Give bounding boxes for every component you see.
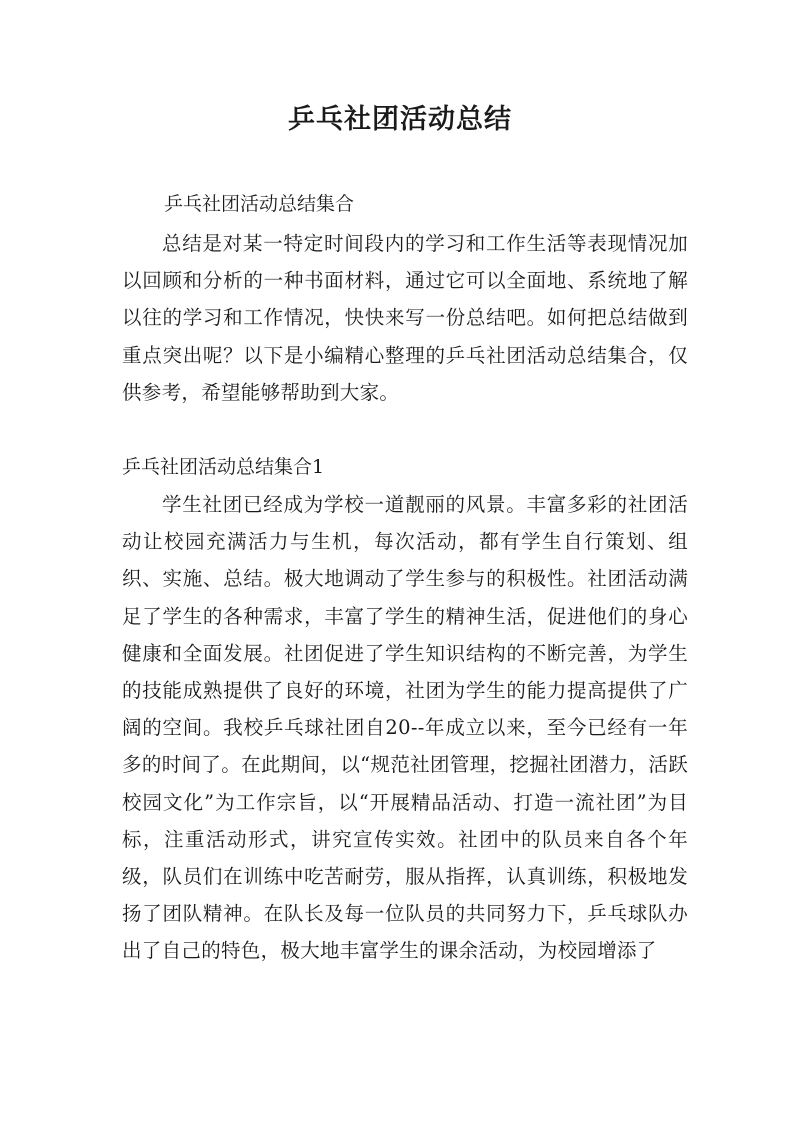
section-heading: 乒乓社团活动总结集合1 bbox=[122, 456, 325, 478]
intro-paragraph: 总结是对某一特定时间段内的学习和工作生活等表现情况加以回顾和分析的一种书面材料，通过它可以全面地、系统地了解以往的学习和工作情况，快快来写一份总结吧。如何把总结做到重点突出呢？以下是小编精心整理的乒乓社团活动总结集合，仅供参考，希望能够帮助到大家。 bbox=[122, 232, 688, 404]
document-subheading: 乒乓社团活动总结集合 bbox=[164, 193, 355, 215]
section-body-paragraph: 学生社团已经成为学校一道靓丽的风景。丰富多彩的社团活动让校园充满活力与生机，每次活动，都有学生自行策划、组织、实施、总结。极大地调动了学生参与的积极性。社团活动满足了学生的各种需求，丰富了学生的精神生活，促进他们的身心健康和全面发展。社团促进了学生知识结构的不断完善，为学生的技能成熟提供了良好的环境，社团为学生的能力提高提供了广阔的空间。我校乒乓球社团自20--年成立以来，至今已经有一年多的时间了。在此期间，以“规范社团管理，挖掘社团潜力，活跃校园文化”为工作宗旨，以“开展精品活动、打造一流社团”为目标，注重活动形式，讲究宣传实效。社团中的队员来自各个年级，队员们在训练中吃苦耐劳，服从指挥，认真训练，积极地发扬了团队精神。在队长及每一位队员的共同努力下，乒乓球队办出了自己的特色，极大地丰富学生的课余活动，为校园增添了 bbox=[122, 493, 688, 963]
document-title: 乒乓社团活动总结 bbox=[288, 104, 512, 135]
